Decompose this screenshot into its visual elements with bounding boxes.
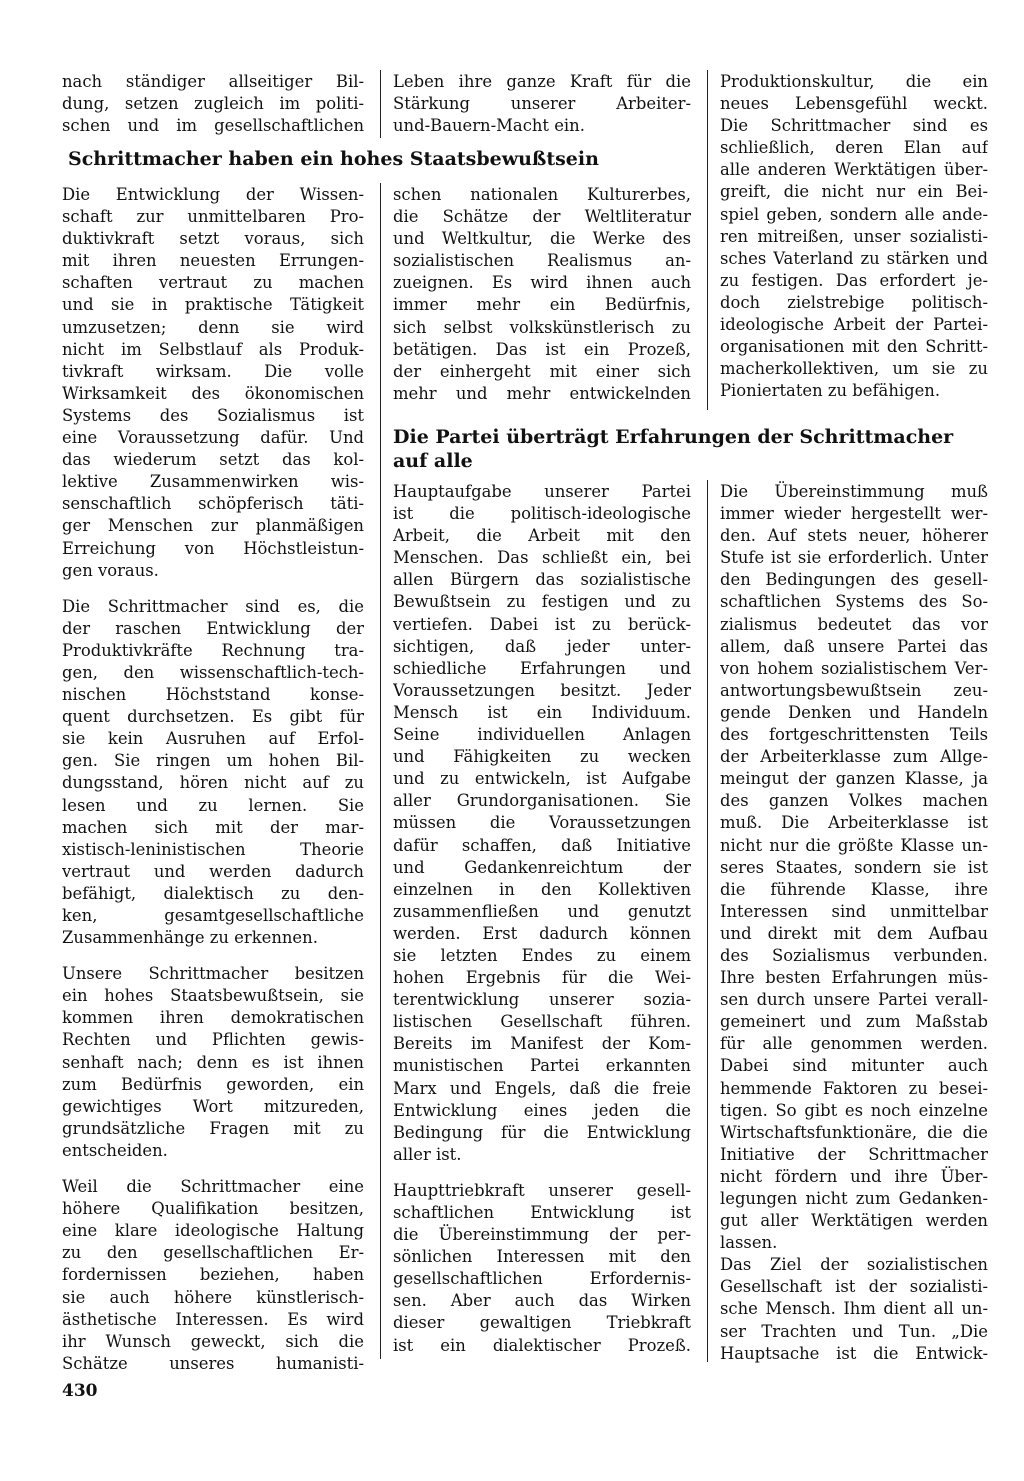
page-number: 430 <box>62 1381 98 1401</box>
text-line: Dabei sind mitunter auch <box>720 1056 988 1076</box>
column-rule <box>380 183 381 1359</box>
text-line: Wirtschaftsfunktionäre, die die <box>720 1122 988 1142</box>
text-line: munistischen Partei erkannten <box>393 1056 691 1076</box>
text-line: gen voraus. <box>62 560 159 580</box>
text-line: sches Vaterland zu stärken und <box>720 248 988 268</box>
top-col1 <box>62 71 364 137</box>
text-line: sche Mensch. Ihm dient all un- <box>720 1299 988 1319</box>
text-line: quent durchsetzen. Es gibt für <box>62 707 364 727</box>
text-line: Wirksamkeit des ökonomischen <box>62 383 364 403</box>
text-line: die führende Klasse, ihre <box>720 879 988 899</box>
text-line: gewichtiges Wort mitzureden, <box>62 1096 364 1116</box>
text-line: mehr und mehr entwickelnden <box>393 383 691 403</box>
text-line: der Arbeiterklasse zum Allge- <box>720 747 988 767</box>
text-line: für alle genommen werden. <box>720 1034 988 1054</box>
text-line: nicht nur die größte Klasse un- <box>720 835 988 855</box>
text-line: Zusammenhänge zu erkennen. <box>62 928 318 948</box>
text-line: eine klare ideologische Haltung <box>62 1221 364 1241</box>
text-line: Hauptaufgabe unserer Partei <box>393 482 691 501</box>
text-line: zusammenfließen und genutzt <box>393 901 691 921</box>
top-col3 <box>720 71 988 402</box>
paragraph <box>393 481 691 1166</box>
text-line: Schätze unseres humanisti- <box>62 1353 364 1373</box>
text-line: meingut der ganzen Klasse, ja <box>720 769 988 789</box>
text-line: fordernissen beziehen, haben <box>62 1265 364 1285</box>
text-line: sie auch höhere künstlerisch- <box>62 1287 364 1307</box>
text-line: gemeinert und zum Maßstab <box>720 1012 988 1032</box>
text-line: des fortgeschrittensten Teils <box>720 725 988 745</box>
text-line: Arbeit, die Arbeit mit den <box>393 526 691 546</box>
section1-col2 <box>393 184 691 405</box>
text-line: spiel geben, sondern alle ande- <box>720 204 988 224</box>
text-line: seres Staates, sondern sie ist <box>720 857 988 877</box>
text-line: ger Menschen zur planmäßigen <box>62 516 364 536</box>
text-line: Interessen sind unmittelbar <box>720 901 988 921</box>
paragraph <box>62 596 364 950</box>
text-line: nicht im Selbstlauf als Produk- <box>62 339 364 359</box>
text-line: nach ständiger allseitiger Bil- <box>62 72 364 91</box>
text-line: Mensch ist ein Individuum. <box>393 702 691 722</box>
text-line: sen durch unsere Partei verall- <box>720 990 988 1010</box>
text-line: Voraussetzungen besitzt. Jeder <box>393 680 691 700</box>
text-line: Rechten und Pflichten gewis- <box>62 1030 364 1050</box>
text-line: lesen und zu lernen. Sie <box>62 795 364 815</box>
text-line: des Sozialismus verbunden. <box>720 945 988 965</box>
text-line: der einhergeht mit einer sich <box>393 361 691 381</box>
section1-col1 <box>62 184 364 1375</box>
text-line: ein hohes Staatsbewußtsein, sie <box>62 986 364 1006</box>
text-line: von hohem sozialistischem Ver- <box>720 658 988 678</box>
text-line: Erreichung von Höchstleistun- <box>62 538 364 558</box>
text-line: sen. Aber auch das Wirken <box>393 1291 691 1311</box>
text-line: Produktivkräfte Rechnung tra- <box>62 640 364 660</box>
text-line: antwortungsbewußtsein zeu- <box>720 680 988 700</box>
text-line: Die Entwicklung der Wissen- <box>62 185 364 204</box>
text-line: die Übereinstimmung der per- <box>393 1225 691 1245</box>
paragraph <box>62 184 364 582</box>
text-line: schaftlichen Systems des So- <box>720 592 988 612</box>
text-line: doch zielstrebige politisch- <box>720 292 988 312</box>
text-line: zu den gesellschaftlichen Er- <box>62 1243 364 1263</box>
section2-col2 <box>393 481 691 1357</box>
text-line: tigen. So gibt es noch einzelne <box>720 1100 988 1120</box>
paragraph <box>393 71 691 137</box>
text-line: schiedliche Erfahrungen und <box>393 658 691 678</box>
text-line: Ihre besten Erfahrungen müs- <box>720 968 988 988</box>
text-line: zialismus bedeutet das vor <box>720 614 988 634</box>
text-line: Leben ihre ganze Kraft für die <box>393 72 691 91</box>
text-line: Unsere Schrittmacher besitzen <box>62 964 364 984</box>
text-line: das wiederum setzt das kol- <box>62 450 364 470</box>
text-line: senhaft nach; denn es ist ihnen <box>62 1052 364 1072</box>
text-line: sie kein Ausruhen auf Erfol- <box>62 729 364 749</box>
text-line: dafür schaffen, daß Initiative <box>393 835 691 855</box>
text-line: Weil die Schrittmacher eine <box>62 1177 364 1197</box>
text-line: lassen. <box>720 1233 778 1253</box>
text-line: ist die politisch-ideologische <box>393 504 691 524</box>
paragraph <box>62 1176 364 1375</box>
text-line: dieser gewaltigen Triebkraft <box>393 1313 691 1333</box>
text-line: Bedingung für die Entwicklung <box>393 1122 691 1142</box>
text-line: ihr Wunsch geweckt, sich die <box>62 1331 364 1351</box>
text-line: Die Schrittmacher sind es <box>720 116 988 136</box>
text-line: sich selbst volkskünstlerisch zu <box>393 317 691 337</box>
paragraph <box>720 1254 988 1364</box>
text-line: vertraut und werden dadurch <box>62 861 364 881</box>
text-line: Seine individuellen Anlagen <box>393 725 691 745</box>
text-line: immer mehr ein Bedürfnis, <box>393 295 691 315</box>
text-line: Die Übereinstimmung muß <box>720 482 988 501</box>
section-heading-line2: auf alle <box>393 450 473 472</box>
text-line: zueignen. Es wird ihnen auch <box>393 273 691 293</box>
text-line: gen. Sie ringen um hohen Bil- <box>62 751 364 771</box>
text-line: und-Bauern-Macht ein. <box>393 116 585 136</box>
text-line: sozialistischen Realismus an- <box>393 251 691 271</box>
text-line: aller ist. <box>393 1144 462 1164</box>
text-line: Pioniertaten zu befähigen. <box>720 381 941 401</box>
text-line: sie letzten Endes zu einem <box>393 945 691 965</box>
text-line: den Bedingungen des gesell- <box>720 570 988 590</box>
text-line: Das Ziel der sozialistischen <box>720 1255 988 1275</box>
text-line: müssen die Voraussetzungen <box>393 813 691 833</box>
text-line: dungsstand, hören nicht auf zu <box>62 773 364 793</box>
text-line: hemmende Faktoren zu besei- <box>720 1078 988 1098</box>
text-line: alle anderen Werktätigen über- <box>720 160 988 180</box>
text-line: eine Voraussetzung dafür. Und <box>62 428 364 448</box>
text-line: höhere Qualifikation besitzen, <box>62 1199 364 1219</box>
section-heading-line1: Die Partei überträgt Erfahrungen der Schrittmacher <box>393 426 954 448</box>
text-line: Stärkung unserer Arbeiter- <box>393 94 691 114</box>
text-line: und sie in praktische Tätigkeit <box>62 295 364 315</box>
text-line: befähigt, dialektisch zu den- <box>62 883 364 903</box>
text-line: betätigen. Das ist ein Prozeß, <box>393 339 691 359</box>
paragraph <box>62 963 364 1162</box>
text-line: neues Lebensgefühl weckt. <box>720 94 988 114</box>
text-line: xistisch-leninistischen Theorie <box>62 839 364 859</box>
section2-col3 <box>720 481 988 1365</box>
text-line: macherkollektiven, um sie zu <box>720 359 988 379</box>
paragraph <box>62 71 364 137</box>
text-line: zu festigen. Das erfordert je- <box>720 270 988 290</box>
text-line: sönlichen Interessen mit den <box>393 1247 691 1267</box>
text-line: aller Grundorganisationen. Sie <box>393 791 691 811</box>
text-line: werden. Erst dadurch können <box>393 923 691 943</box>
text-line: ästhetische Interessen. Es wird <box>62 1309 364 1329</box>
column-rule <box>380 70 381 138</box>
text-line: gesellschaftlichen Erfordernis- <box>393 1269 691 1289</box>
text-line: der raschen Entwicklung der <box>62 618 364 638</box>
text-line: lektive Zusammenwirken wis- <box>62 472 364 492</box>
text-line: immer wieder hergestellt wer- <box>720 504 988 524</box>
paragraph <box>720 481 988 1254</box>
text-line: terentwicklung unserer sozia- <box>393 990 691 1010</box>
text-line: und Fähigkeiten zu wecken <box>393 747 691 767</box>
text-line: und Weltkultur, die Werke des <box>393 229 691 249</box>
text-line: Gesellschaft ist der sozialisti- <box>720 1277 988 1297</box>
text-line: allen Bürgern das sozialistische <box>393 570 691 590</box>
paragraph <box>393 1180 691 1357</box>
text-line: des ganzen Volkes machen <box>720 791 988 811</box>
text-line: listischen Gesellschaft führen. <box>393 1012 691 1032</box>
text-line: schen und im gesellschaftlichen <box>62 116 364 136</box>
text-line: schaft zur unmittelbaren Pro- <box>62 207 364 227</box>
text-line: tivkraft wirksam. Die volle <box>62 361 364 381</box>
text-line: greift, die nicht nur ein Bei- <box>720 182 988 202</box>
top-col2 <box>393 71 691 137</box>
text-line: nischen Höchststand konse- <box>62 685 364 705</box>
text-line: schaften vertraut zu machen <box>62 273 364 293</box>
text-line: und Gedankenreichtum der <box>393 857 691 877</box>
text-line: ser Trachten und Tun. „Die <box>720 1321 988 1341</box>
text-line: Systems des Sozialismus ist <box>62 405 364 425</box>
text-line: den. Auf stets neuer, höherer <box>720 526 988 546</box>
text-line: Die Schrittmacher sind es, die <box>62 596 364 616</box>
text-line: Marx und Engels, daß die freie <box>393 1078 691 1098</box>
text-line: hohen Ergebnis für die Wei- <box>393 968 691 988</box>
text-line: Bewußtsein zu festigen und zu <box>393 592 691 612</box>
paragraph <box>393 184 691 405</box>
text-line: mit ihren neuesten Errungen- <box>62 251 364 271</box>
text-line: ren mitreißen, unser sozialisti- <box>720 226 988 246</box>
text-line: nicht fördern und ihre Über- <box>720 1166 988 1186</box>
column-rule <box>707 480 708 1362</box>
text-line: ideologische Arbeit der Partei- <box>720 315 988 335</box>
text-line: Hauptsache ist die Entwick- <box>720 1343 988 1363</box>
section-heading: Schrittmacher haben ein hohes Staatsbewußtsein <box>68 148 599 170</box>
text-line: gende Denken und Handeln <box>720 702 988 722</box>
text-line: umzusetzen; denn sie wird <box>62 317 364 337</box>
text-line: allem, daß unsere Partei das <box>720 636 988 656</box>
text-line: Entwicklung eines jeden die <box>393 1100 691 1120</box>
text-line: muß. Die Arbeiterklasse ist <box>720 813 988 833</box>
text-line: einzelnen in den Kollektiven <box>393 879 691 899</box>
text-line: organisationen mit den Schritt- <box>720 337 988 357</box>
text-line: Produktionskultur, die ein <box>720 72 988 91</box>
text-line: gut aller Werktätigen werden <box>720 1211 988 1231</box>
text-line: schließlich, deren Elan auf <box>720 138 988 158</box>
text-line: Initiative der Schrittmacher <box>720 1144 988 1164</box>
text-line: schen nationalen Kulturerbes, <box>393 185 691 204</box>
text-line: zum Bedürfnis geworden, ein <box>62 1074 364 1094</box>
text-line: Stufe ist sie erforderlich. Unter <box>720 548 988 568</box>
text-line: vertiefen. Dabei ist zu berück- <box>393 614 691 634</box>
text-line: und direkt mit dem Aufbau <box>720 923 988 943</box>
column-rule <box>707 70 708 410</box>
text-line: ken, gesamtgesellschaftliche <box>62 906 364 925</box>
text-line: sichtigen, daß jeder unter- <box>393 636 691 656</box>
text-line: machen sich mit der mar- <box>62 817 364 837</box>
text-line: grundsätzliche Fragen mit zu <box>62 1118 364 1138</box>
text-line: legungen nicht zum Gedanken- <box>720 1189 988 1208</box>
text-line: gen, den wissenschaftlich-tech- <box>62 662 364 682</box>
paragraph <box>720 71 988 402</box>
text-line: kommen ihren demokratischen <box>62 1008 364 1028</box>
text-line: schaftlichen Entwicklung ist <box>393 1203 691 1222</box>
text-line: und zu entwickeln, ist Aufgabe <box>393 769 691 789</box>
text-line: die Schätze der Weltliteratur <box>393 207 691 227</box>
text-line: entscheiden. <box>62 1140 168 1160</box>
text-line: senschaftlich schöpferisch täti- <box>62 494 364 514</box>
text-line: Haupttriebkraft unserer gesell- <box>393 1180 691 1200</box>
text-line: Menschen. Das schließt ein, bei <box>393 548 691 568</box>
text-line: dung, setzen zugleich im politi- <box>62 94 364 114</box>
text-line: Bereits im Manifest der Kom- <box>393 1034 691 1054</box>
text-line: ist ein dialektischer Prozeß. <box>393 1335 691 1355</box>
text-line: duktivkraft setzt voraus, sich <box>62 229 364 249</box>
